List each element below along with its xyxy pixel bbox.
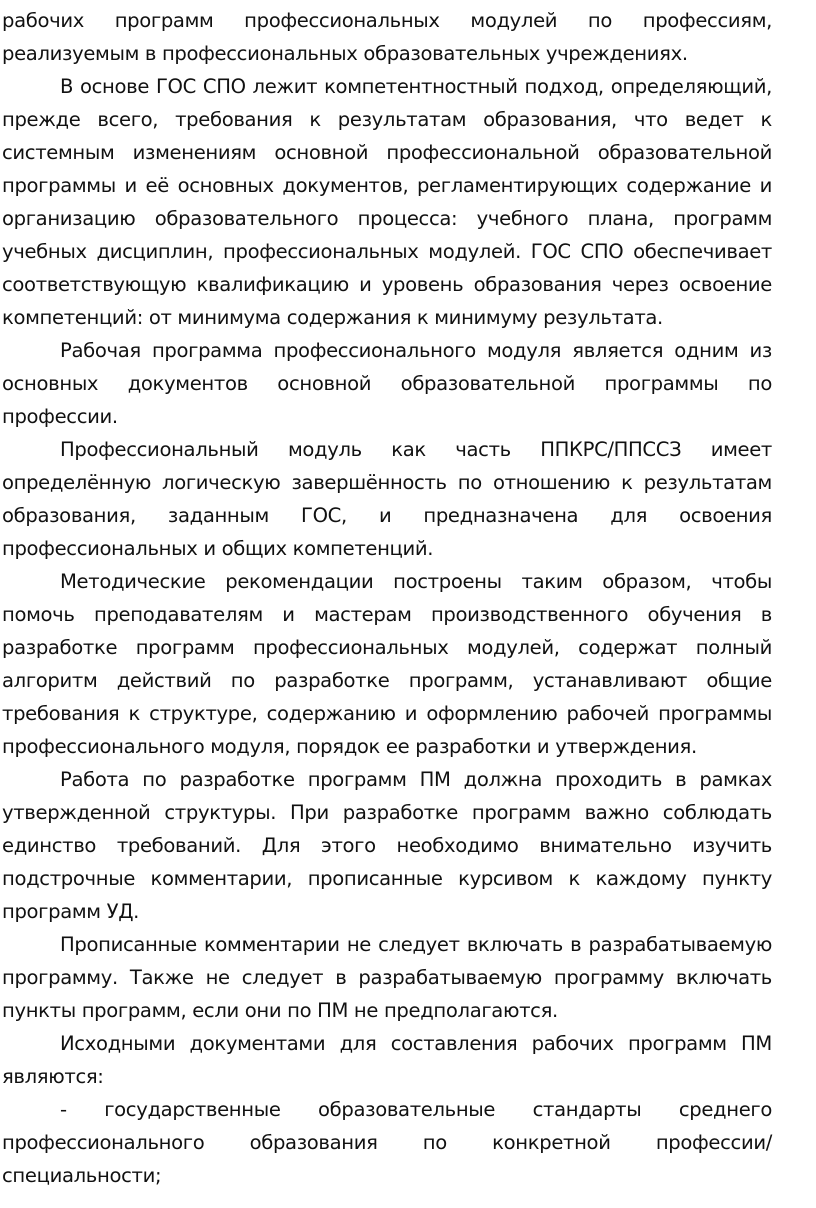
list-item-standards: - государственные образовательные стандарты среднего профессионального образования по конкретной профессии/специальности; xyxy=(2,1098,772,1187)
paragraph-comments: Прописанные комментарии не следует включать в разрабатываемую программу. Также не следует в разрабатываемую программу включать пункты программ, если они по ПМ не предполагаются. xyxy=(2,933,772,1022)
paragraph-gos-basis: В основе ГОС СПО лежит компетентностный подход, определяющий, прежде всего, требования к результатам образования, что ведет к системным изменениям основной профессиональной образовательной программы и её основных документов, регламентирующих содержание и организацию образовательного процесса: учебного плана, программ учебных дисциплин, профессиональных модулей. ГОС СПО обеспечивает соответствующую квалификацию и уровень образования через освоение компетенций: от минимума содержания к минимуму результата. xyxy=(2,75,772,329)
paragraph-development-work: Работа по разработке программ ПМ должна проходить в рамках утвержденной структуры. При разработке программ важно соблюдать единство требований. Для этого необходимо внимательно изучить подстрочные комментарии, прописанные курсивом к каждому пункту программ УД. xyxy=(2,768,772,923)
paragraph-work-program: Рабочая программа профессионального модуля является одним из основных документов основной образовательной программы по профессии. xyxy=(2,339,772,428)
paragraph-continuation: рабочих программ профессиональных модулей по профессиям, реализуемым в профессиональных образовательных учреждениях. xyxy=(2,9,772,65)
paragraph-source-documents: Исходными документами для составления рабочих программ ПМ являются: xyxy=(2,1032,772,1088)
paragraph-professional-module: Профессиональный модуль как часть ППКРС/ППССЗ имеет определённую логическую завершённость по отношению к результатам образования, заданным ГОС, и предназначена для освоения профессиональных и общих компетенций. xyxy=(2,438,772,560)
paragraph-methodical-recommendations: Методические рекомендации построены таким образом, чтобы помочь преподавателям и мастерам производственного обучения в разработке программ профессиональных модулей, содержат полный алгоритм действий по разработке программ, устанавливают общие требования к структуре, содержанию и оформлению рабочей программы профессионального модуля, порядок ее разработки и утверждения. xyxy=(2,570,772,758)
